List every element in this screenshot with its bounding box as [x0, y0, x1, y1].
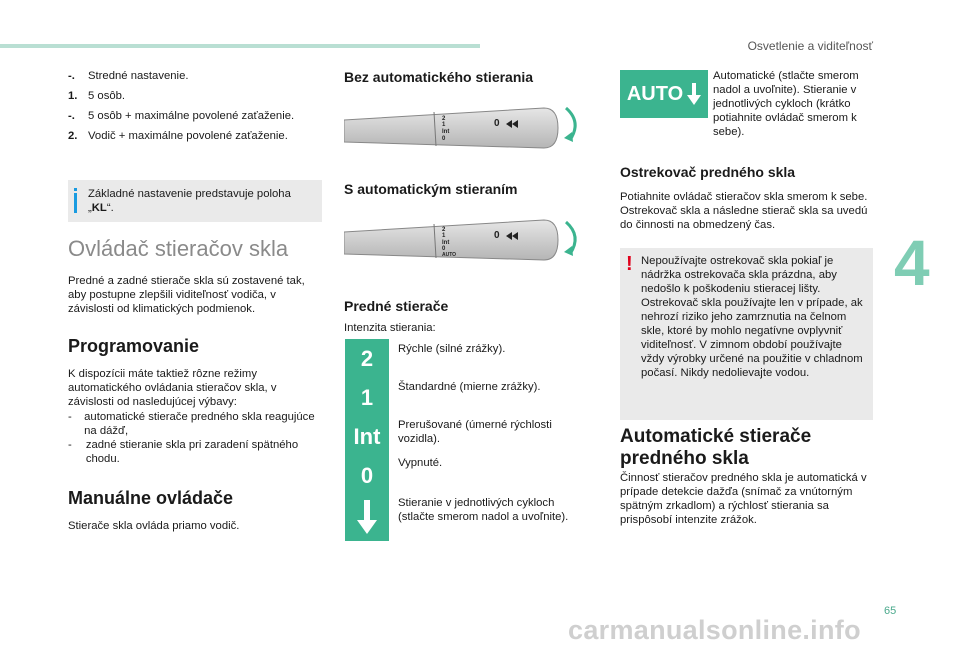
svg-text:1: 1 [442, 122, 446, 128]
programming-list [68, 410, 320, 466]
chapter-number: 4 [894, 227, 930, 299]
auto-wipers-text: Činnosť stieračov predného skla je automatická v prípade detekcie dažďa (snímač za vnútorným spätným zrkadlom) a rýchlosť stierania sa prispôsobí intenzite zrážok. [620, 472, 867, 526]
arrow-down-icon [687, 83, 701, 105]
svg-text:2: 2 [442, 227, 446, 233]
speed-2-text: Rýchle (silné zrážky). [398, 343, 506, 355]
programming-heading: Programovanie [68, 336, 200, 356]
svg-text:Int: Int [442, 129, 450, 135]
wiper-lever-auto-icon [344, 214, 584, 274]
list-item: - zadné stieranie skla pri zaradení spätného chodu. [68, 439, 299, 465]
warning-text: Nepoužívajte ostrekovač skla pokiaľ je nádržka ostrekovača skla prázdna, aby nedošlo k poškodeniu stieracej lišty. Ostrekovač skla používajte len v prípade, ak nehrozí riziko jeho zamrznutia na čelnom skle, ktoré by mohlo negatívne ovplyvniť viditeľnosť. V zimnom období používajte vždy výrobky určené na použitie v chladnom počasí. Nikdy nedolievajte vodou. [641, 255, 863, 379]
auto-text: Automatické (stlačte smerom nadol a uvoľnite). Stieranie v jednotlivých cykloch (krátko potiahnite ovládač smerom k sebe). [713, 70, 859, 138]
speed-2-icon: 2 [345, 339, 389, 378]
list-item: - automatické stierače predného skla reagujúce na dážď, [68, 411, 315, 437]
wiper-lever-icon [344, 102, 584, 160]
info-icon [74, 188, 77, 191]
svg-text:Int: Int [442, 240, 450, 246]
warning-note [620, 248, 873, 420]
warning-icon: ! [626, 253, 633, 275]
auto-label: AUTO [626, 82, 684, 105]
watermark: carmanualsonline.info [568, 615, 861, 645]
auto-wipers-heading: Automatické stierače predného skla [620, 426, 812, 469]
intro-text: Predné a zadné stierače skla sú zostavené tak, aby postupne zlepšili viditeľnosť vodiča, v závislosti od klimatických podmienok. [68, 275, 305, 315]
manual-heading: Manuálne ovládače [68, 488, 234, 508]
programming-text: K dispozícii máte taktiež rôzne režimy automatického ovládania stieračov skla, v závislosti od nasledujúcej výbavy: [68, 368, 277, 408]
manual-text: Stierače skla ovláda priamo vodič. [68, 520, 240, 532]
washer-text: Potiahnite ovládač stieračov skla smerom k sebe. Ostrekovač skla a následne stierač skla sa uvedú do činnosti na obmedzený čas. [620, 191, 868, 231]
list-item: 2. Vodič + maximálne povolené zaťaženie. [68, 130, 288, 142]
single-wipe-box [345, 495, 389, 541]
washer-heading: Ostrekovač predného skla [620, 164, 796, 180]
svg-text:0: 0 [494, 118, 500, 129]
with-auto-heading: S automatickým stieraním [344, 181, 518, 197]
speed-0-icon: 0 [345, 456, 389, 495]
speed-int-text: Prerušované (úmerné rýchlosti vozidla). [398, 419, 552, 445]
auto-box [620, 70, 708, 118]
page-number: 65 [884, 605, 897, 617]
header-rule [0, 44, 480, 48]
section-heading: Ovládač stieračov skla [68, 236, 289, 261]
speed-1-text: Štandardné (mierne zrážky). [398, 381, 541, 393]
svg-text:AUTO: AUTO [442, 252, 457, 258]
svg-text:2: 2 [442, 116, 446, 122]
section-title: Osvetlenie a viditeľnosť [747, 39, 873, 53]
list-item: 1. 5 osôb. [68, 90, 126, 102]
speed-1-icon: 1 [345, 378, 389, 417]
svg-text:0: 0 [494, 230, 500, 241]
info-note-text: Základné nastavenie predstavuje poloha „KL“. [88, 188, 291, 214]
front-wipers-intro: Intenzita stierania: [344, 322, 436, 334]
settings-list [68, 69, 328, 149]
list-item: -. Stredné nastavenie. [68, 70, 189, 82]
speed-0-text: Vypnuté. [398, 457, 443, 469]
front-wipers-heading: Predné stierače [344, 298, 449, 314]
speed-int-icon: Int [345, 417, 389, 456]
without-auto-heading: Bez automatického stierania [344, 69, 534, 85]
svg-text:1: 1 [442, 233, 446, 239]
svg-text:0: 0 [442, 136, 446, 142]
single-wipe-text: Stieranie v jednotlivých cykloch (stlačte smerom nadol a uvoľnite). [398, 497, 569, 523]
list-item: -. 5 osôb + maximálne povolené zaťaženie. [68, 110, 295, 122]
arrow-down-icon [356, 500, 378, 536]
svg-text:0: 0 [442, 246, 446, 252]
info-note [68, 180, 322, 222]
